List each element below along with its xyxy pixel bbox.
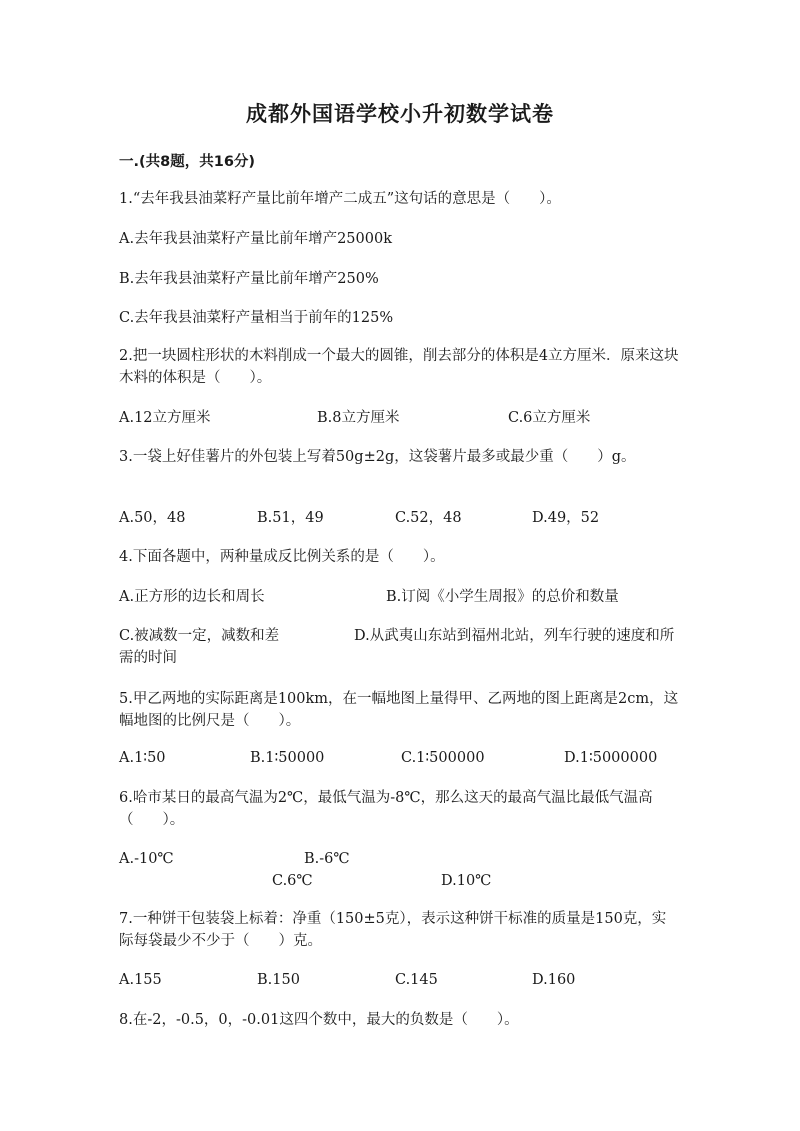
question-7-option-c: C.145 bbox=[395, 972, 438, 988]
question-3-option-a: A.50，48 bbox=[119, 510, 186, 526]
question-5-option-d: D.1∶5000000 bbox=[564, 750, 658, 766]
question-3-option-d: D.49，52 bbox=[532, 510, 600, 526]
question-7-option-a: A.155 bbox=[119, 972, 162, 988]
question-1-stem: 1.“去年我县油菜籽产量比前年增产二成五”这句话的意思是（ ）。 bbox=[119, 191, 561, 207]
question-8-stem: 8.在-2，-0.5，0，-0.01这四个数中，最大的负数是（ ）。 bbox=[119, 1012, 519, 1028]
question-2-stem: 2.把一块圆柱形状的木料削成一个最大的圆锥，削去部分的体积是4立方厘米．原来这块木料的体积是（ ）。 bbox=[119, 348, 679, 386]
question-2-option-c: C.6立方厘米 bbox=[508, 410, 591, 426]
question-1-option-b: B.去年我县油菜籽产量比前年增产250% bbox=[119, 271, 379, 287]
question-3-option-b: B.51，49 bbox=[257, 510, 324, 526]
question-7-stem: 7.一种饼干包装袋上标着：净重（150±5克），表示这种饼干标准的质量是150克，实际每袋最少不少于（ ）克。 bbox=[119, 911, 667, 949]
question-5-option-c: C.1∶500000 bbox=[401, 750, 485, 766]
question-4-option-c: C.被减数一定，减数和差 bbox=[119, 628, 280, 644]
question-3-stem: 3.一袋上好佳薯片的外包装上写着50g±2g，这袋薯片最多或最少重（ ）g。 bbox=[119, 449, 636, 465]
section-heading: 一.(共8题，共16分) bbox=[119, 154, 256, 170]
question-1-option-a: A.去年我县油菜籽产量比前年增产25000k bbox=[119, 231, 392, 247]
question-4-option-b: B.订阅《小学生周报》的总价和数量 bbox=[386, 589, 619, 605]
question-3-option-c: C.52，48 bbox=[395, 510, 462, 526]
question-2-option-b: B.8立方厘米 bbox=[317, 410, 400, 426]
question-6-option-d: D.10℃ bbox=[441, 873, 492, 889]
question-5-stem: 5.甲乙两地的实际距离是100km，在一幅地图上量得甲、乙两地的图上距离是2cm，这幅地图的比例尺是（ ）。 bbox=[119, 691, 679, 729]
question-5-option-a: A.1∶50 bbox=[119, 750, 166, 766]
page-title: 成都外国语学校小升初数学试卷 bbox=[246, 102, 554, 126]
question-6-stem: 6.哈市某日的最高气温为2℃，最低气温为-8℃，那么这天的最高气温比最低气温高（ ）。 bbox=[119, 790, 653, 828]
question-6-option-b: B.-6℃ bbox=[304, 851, 350, 867]
question-4-option-a: A.正方形的边长和周长 bbox=[119, 589, 265, 605]
question-7-option-d: D.160 bbox=[532, 972, 576, 988]
question-1-option-c: C.去年我县油菜籽产量相当于前年的125% bbox=[119, 310, 394, 326]
question-4-option-d: D.从武夷山东站到福州北站，列车行驶的速度和所需的时间 bbox=[119, 628, 675, 666]
question-6-option-c: C.6℃ bbox=[272, 873, 313, 889]
question-7-option-b: B.150 bbox=[257, 972, 300, 988]
question-2-option-a: A.12立方厘米 bbox=[119, 410, 211, 426]
question-4-stem: 4.下面各题中，两种量成反比例关系的是（ ）。 bbox=[119, 549, 445, 565]
question-6-option-a: A.-10℃ bbox=[119, 851, 174, 867]
question-5-option-b: B.1∶50000 bbox=[250, 750, 325, 766]
